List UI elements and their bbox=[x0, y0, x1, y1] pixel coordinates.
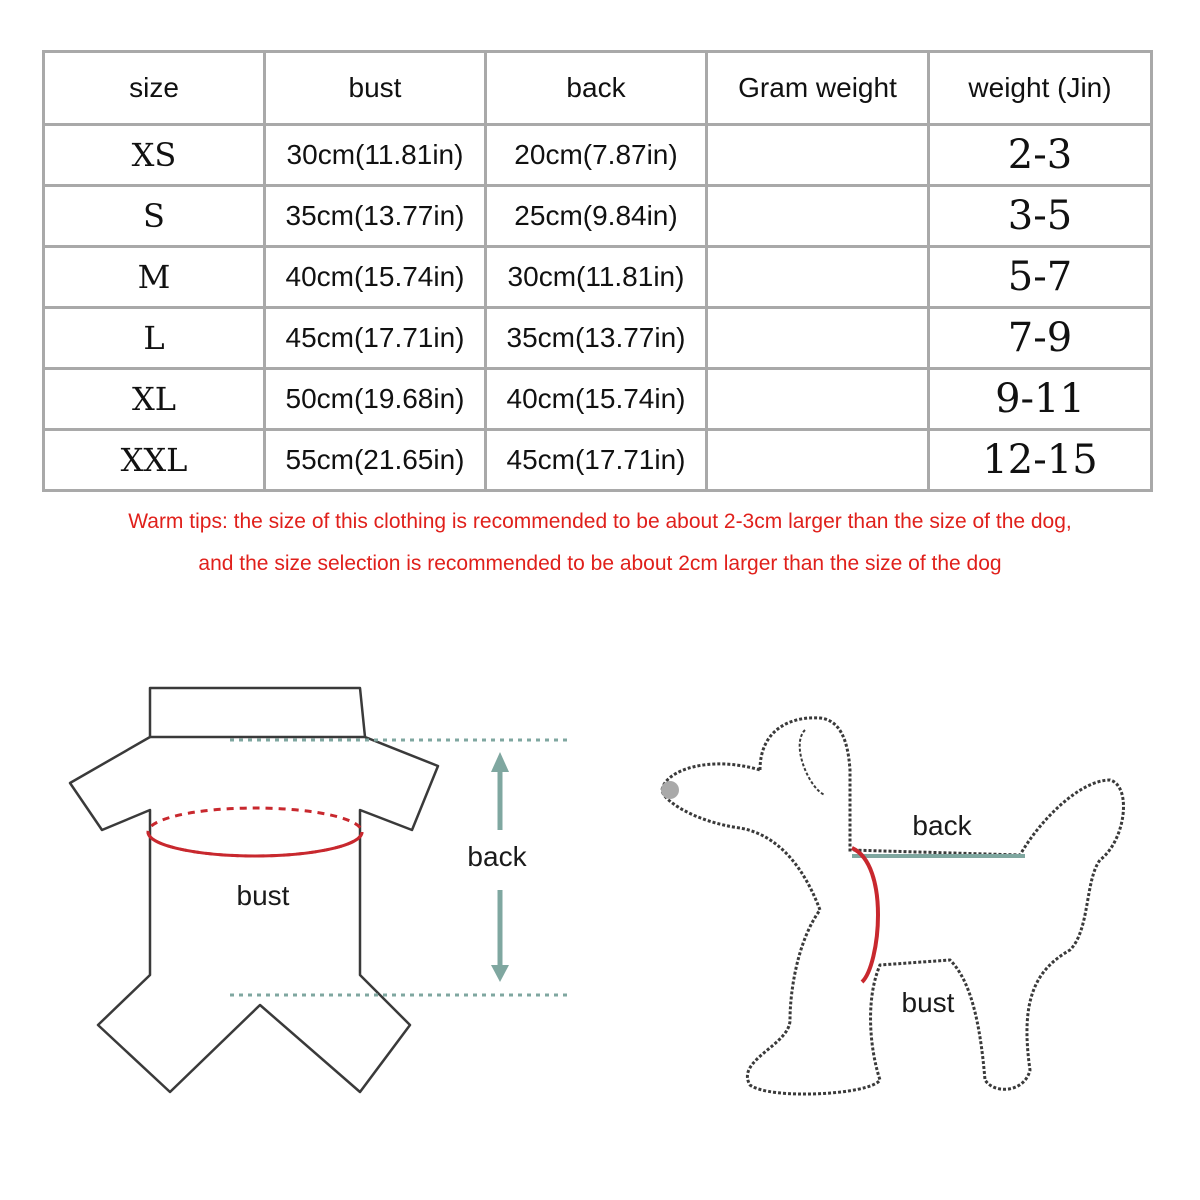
dog-back-label: back bbox=[912, 810, 972, 841]
cell-size: XS bbox=[44, 125, 265, 186]
cell-gram-weight bbox=[707, 430, 929, 491]
cell-back: 30cm(11.81in) bbox=[486, 247, 707, 308]
cell-size: XL bbox=[44, 369, 265, 430]
cell-size: XXL bbox=[44, 430, 265, 491]
cell-size: L bbox=[44, 308, 265, 369]
table-row bbox=[44, 247, 1152, 308]
dog-bust-label: bust bbox=[901, 987, 955, 1018]
cell-weight-jin: 5-7 bbox=[929, 247, 1152, 308]
table-header-row bbox=[44, 52, 1152, 125]
cell-weight-jin: 2-3 bbox=[929, 125, 1152, 186]
cell-weight-jin: 12-15 bbox=[929, 430, 1152, 491]
table-row bbox=[44, 308, 1152, 369]
dog-outline bbox=[662, 718, 1123, 1094]
cell-bust: 55cm(21.65in) bbox=[265, 430, 486, 491]
dog-ear bbox=[800, 730, 825, 795]
cell-size: S bbox=[44, 186, 265, 247]
cell-bust: 30cm(11.81in) bbox=[265, 125, 486, 186]
cell-weight-jin: 9-11 bbox=[929, 369, 1152, 430]
cell-bust: 40cm(15.74in) bbox=[265, 247, 486, 308]
header-bust: bust bbox=[265, 52, 486, 125]
cell-gram-weight bbox=[707, 369, 929, 430]
cell-bust: 35cm(13.77in) bbox=[265, 186, 486, 247]
table-row bbox=[44, 369, 1152, 430]
header-weight-jin: weight (Jin) bbox=[929, 52, 1152, 125]
clothing-bust-label: bust bbox=[236, 880, 290, 911]
header-back: back bbox=[486, 52, 707, 125]
cell-back: 35cm(13.77in) bbox=[486, 308, 707, 369]
cell-gram-weight bbox=[707, 247, 929, 308]
dog-measurement-diagram bbox=[640, 700, 1150, 1110]
size-chart-table bbox=[42, 50, 1153, 492]
table-row bbox=[44, 125, 1152, 186]
table-row bbox=[44, 430, 1152, 491]
cell-bust: 50cm(19.68in) bbox=[265, 369, 486, 430]
cell-gram-weight bbox=[707, 125, 929, 186]
clothing-back-label: back bbox=[467, 841, 527, 872]
cell-bust: 45cm(17.71in) bbox=[265, 308, 486, 369]
bust-measure-line bbox=[148, 832, 362, 856]
header-gram-weight: Gram weight bbox=[707, 52, 929, 125]
dog-bust-measure-line bbox=[852, 848, 878, 982]
cell-back: 25cm(9.84in) bbox=[486, 186, 707, 247]
cell-gram-weight bbox=[707, 186, 929, 247]
cell-weight-jin: 7-9 bbox=[929, 308, 1152, 369]
cell-back: 45cm(17.71in) bbox=[486, 430, 707, 491]
warm-tip-line-2: and the size selection is recommended to be about 2cm larger than the size of the dog bbox=[198, 552, 1002, 575]
dog-nose bbox=[661, 781, 679, 799]
warm-tip-line-1: Warm tips: the size of this clothing is recommended to be about 2-3cm larger than the size of the dog, bbox=[128, 510, 1072, 533]
clothing-measurement-diagram bbox=[60, 680, 580, 1110]
table-row bbox=[44, 186, 1152, 247]
cell-size: M bbox=[44, 247, 265, 308]
cell-back: 40cm(15.74in) bbox=[486, 369, 707, 430]
cell-weight-jin: 3-5 bbox=[929, 186, 1152, 247]
cell-gram-weight bbox=[707, 308, 929, 369]
header-size: size bbox=[44, 52, 265, 125]
cell-back: 20cm(7.87in) bbox=[486, 125, 707, 186]
